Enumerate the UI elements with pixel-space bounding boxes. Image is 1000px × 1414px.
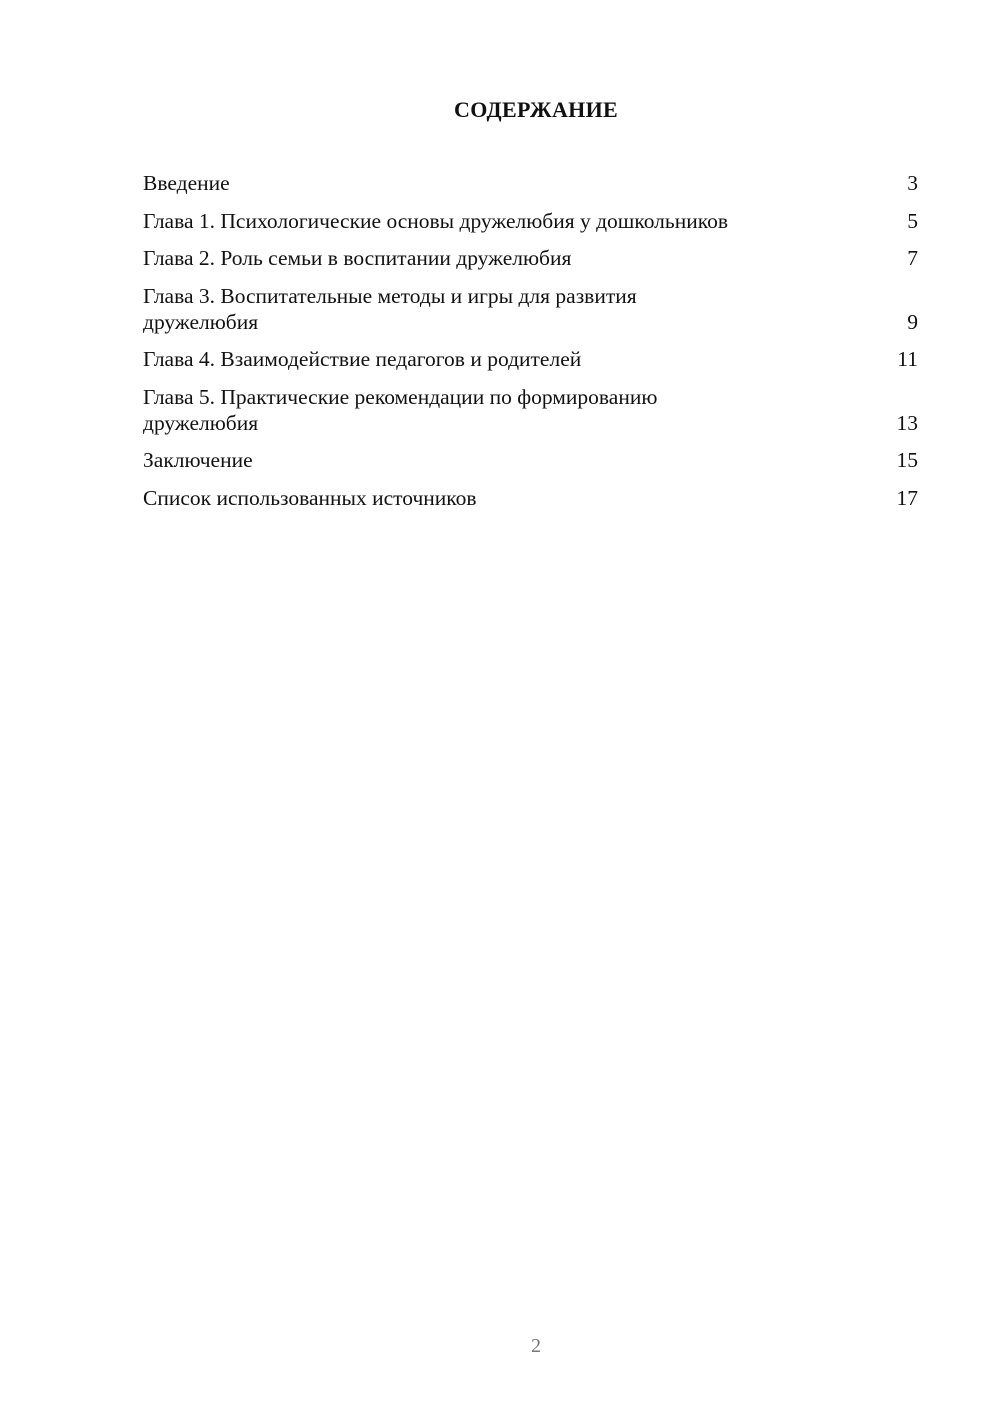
toc-entry-references [143,485,918,511]
page-number: 2 [531,1335,541,1357]
toc-entry-page: 5 [907,208,918,233]
toc-entry-title: Заключение [143,448,253,472]
toc-entry-page: 3 [907,171,918,195]
toc-entry-page: 11 [897,347,918,371]
toc-entry-chapter-4 [143,346,918,372]
toc-entry-title: Глава 2. Роль семьи в воспитании дружелюбия [143,246,572,270]
toc-entry-title: Глава 4. Взаимодействие педагогов и родителей [143,347,582,371]
toc-entry-chapter-1 [143,208,918,234]
toc-entry-page: 13 [896,410,918,435]
toc-entry-title: Глава 1. Психологические основы дружелюбия у дошкольников [143,208,728,233]
toc-entry-title: Список использованных источников [143,485,477,510]
toc-entry-title: Глава 5. Практические рекомендации по формированию дружелюбия [143,384,658,435]
toc-entry-chapter-5 [143,384,918,436]
toc-entry-page: 9 [907,309,918,334]
toc-entry-page: 15 [896,448,918,472]
toc-entry-conclusion [143,447,918,473]
toc-entry-page: 7 [907,246,918,270]
toc-entry-title: Глава 3. Воспитательные методы и игры для развития дружелюбия [143,283,637,334]
toc-entry-title: Введение [143,171,230,195]
toc-entry-chapter-2 [143,245,918,271]
toc-entry-introduction [143,170,918,196]
toc-entry-page: 17 [896,485,918,510]
table-of-contents [143,170,918,522]
toc-heading: СОДЕРЖАНИЕ [454,97,618,122]
toc-entry-chapter-3 [143,283,918,335]
